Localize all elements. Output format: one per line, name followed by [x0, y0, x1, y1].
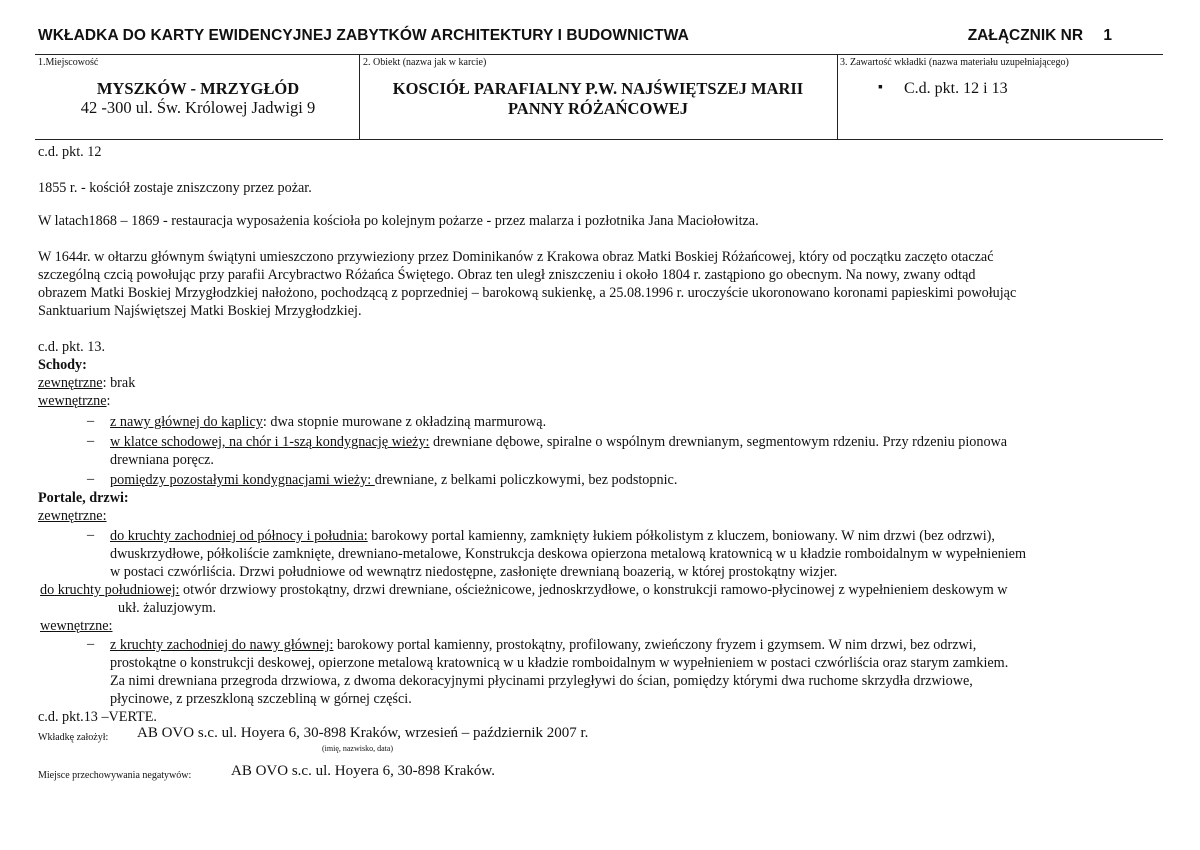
stairs-item-1-text: : dwa stopnie murowane z okładziną marmurową.: [262, 414, 547, 430]
portals-internal-label: wewnętrzne:: [40, 618, 113, 634]
portal-item-1-label: do kruchty zachodniej od północy i południa:: [110, 528, 368, 544]
portal-item-3-label: z kruchty zachodniej do nawy głównej:: [110, 637, 334, 653]
stairs-external-value: : brak: [102, 375, 136, 391]
annex-label: [968, 27, 1112, 45]
stairs-external: [38, 374, 135, 392]
stairs-item-2-line2: drewniana poręcz.: [110, 452, 214, 468]
locality-name: MYSZKÓW - MRZYGŁÓD: [96, 79, 300, 98]
stairs-item-3-text: drewniane, z belkami policzkowymi, bez podstopnic.: [374, 472, 678, 488]
founder-label: Wkładkę założył:: [38, 732, 109, 743]
stairs-internal: [38, 392, 111, 410]
portal-item-3-text: barokowy portal kamienny, prostokątny, profilowany, zwieńczony fryzem i gzymsem. W nim drzwi, bez odrzwi,: [333, 637, 977, 653]
locality-address: 42 -300 ul. Św. Królowej Jadwigi 9: [80, 98, 316, 117]
portal-item-1: [110, 527, 1170, 581]
contents-bullet: ▪: [878, 80, 883, 95]
document-title: WKŁADKA DO KARTY EWIDENCYJNEJ ZABYTKÓW ARCHITEKTURY I BUDOWNICTWA: [38, 27, 689, 44]
portal-south-text: otwór drzwiowy prostokątny, drzwi drewniane, ościeżnicowe, jednoskrzydłowe, o konstrukcji ramowo-płycinowej z wypełnieniem deskowym w: [179, 582, 1008, 598]
portal-item-3-line2: prostokątne o konstrukcji deskowej, opierzone metalową kratownicą w u kładzie romboidalnym w wypełnieniem w postaci czwórliścia oraz starym zamkiem.: [110, 655, 1009, 671]
paragraph-1868: W latach1868 – 1869 - restauracja wyposażenia kościoła po kolejnym pożarze - przez malarza i pozłotnika Jana Maciołowitza.: [38, 213, 759, 229]
portal-south-line2: ukł. żaluzjowym.: [118, 600, 217, 616]
portal-item-1-text: barokowy portal kamienny, zamknięty łukiem półkolistym z kluczem, boniowany. W nim drzwi (bez odrzwi),: [367, 528, 995, 544]
paragraph-1644-line: W 1644r. w ołtarzu głównym świątyni umieszczono przywieziony przez Dominikanów z Krakowa obraz Matki Boskiej Różańcowej, który od początku zaczęto otaczać: [38, 249, 994, 265]
list-dash: –: [87, 636, 95, 652]
stairs-internal-colon: :: [106, 393, 111, 409]
portal-item-1-line3: w postaci czwórliścia. Drzwi południowe od wewnątrz niedostępne, zasłonięte drewnianą boazerią, w której prostokątny wizjer.: [110, 564, 838, 580]
column-divider-1: [359, 55, 360, 139]
contents-label: 3. Zawartość wkładki (nazwa materiału uzupełniającego): [840, 57, 1069, 68]
contents-item: C.d. pkt. 12 i 13: [904, 80, 1008, 97]
stairs-external-label: zewnętrzne: [38, 375, 103, 391]
continuation-12: c.d. pkt. 12: [38, 144, 102, 160]
annex-label-text: ZAŁĄCZNIK NR: [967, 27, 1084, 44]
section-stairs-heading: Schody:: [38, 357, 87, 373]
portal-south: [40, 581, 1160, 617]
stairs-item-2: [110, 433, 1170, 469]
column-divider-2: [837, 55, 838, 139]
header-rule-bottom: [35, 139, 1163, 140]
stairs-item-1: [110, 413, 546, 431]
stairs-item-2-label: w klatce schodowej, na chór i 1-szą kondygnację wieży:: [110, 434, 430, 450]
storage-value: AB OVO s.c. ul. Hoyera 6, 30-898 Kraków.: [231, 763, 495, 779]
object-name-line1: KOSCIÓŁ PARAFIALNY P.W. NAJŚWIĘTSZEJ MARII: [392, 79, 804, 98]
stairs-internal-label: wewnętrzne: [38, 393, 107, 409]
object-name-line2: PANNY RÓŻAŃCOWEJ: [507, 99, 689, 118]
portal-item-1-line2: dwuskrzydłowe, półkoliście zamknięte, drewniano-metalowe, Konstrukcja deskowa opierzona metalową kratownicą w u kładzie romboidalnym w wypełnieniem: [110, 546, 1026, 562]
list-dash: –: [87, 471, 95, 487]
list-dash: –: [87, 413, 95, 429]
paragraph-1855: 1855 r. - kościół zostaje zniszczony przez pożar.: [38, 180, 312, 196]
portal-item-3-line4: płycinowe, z przeszkloną szczebliną w górnej części.: [110, 691, 412, 707]
stairs-item-1-label: z nawy głównej do kaplicy: [110, 414, 263, 430]
header-rule-top: [35, 54, 1163, 55]
stairs-item-2-text: drewniane dębowe, spiralne o wspólnym drewnianym, segmentowym rdzeniu. Przy rdzeniu pionowa: [429, 434, 1008, 450]
portals-external-label: zewnętrzne:: [38, 508, 107, 524]
portal-item-3: [110, 636, 1170, 708]
portal-south-label: do kruchty południowej:: [40, 582, 180, 598]
object-label: 2. Obiekt (nazwa jak w karcie): [363, 57, 487, 68]
continuation-13: c.d. pkt. 13.: [38, 339, 105, 355]
portal-item-3-line3: Za nimi drewniana przegroda drzwiowa, z dwoma dekoracyjnymi płycinami przyległywi do ścian, pomiędzy którymi dwa ruchome skrzydła drzwiowe,: [110, 673, 973, 689]
paragraph-1644-line: szczególną czcią powołując przy parafii Arcybractwo Różańca Świętego. Obraz ten uległ zniszczeniu i około 1804 r. zastąpiono go obecnym. Na nowy, zwany odtąd: [38, 267, 976, 283]
stairs-item-3-label: pomiędzy pozostałymi kondygnacjami wieży:: [110, 472, 375, 488]
founder-value: AB OVO s.c. ul. Hoyera 6, 30-898 Kraków, wrzesień – październik 2007 r.: [137, 725, 589, 741]
locality-label: 1.Miejscowość: [38, 57, 99, 68]
paragraph-1644-line: Sanktuarium Najświętszej Matki Boskiej Mrzygłodzkiej.: [38, 303, 362, 319]
paragraph-1644-line: obrazem Matki Boskiej Mrzygłodzkiej nałożono, pochodzącą z poprzedniej – barokową sukienkę, a 25.08.1996 r. uroczyście ukoronowano koronami papieskimi powołując: [38, 285, 1017, 301]
section-portals-heading: Portale, drzwi:: [38, 490, 129, 506]
storage-label: Miejsce przechowywania negatywów:: [38, 770, 192, 781]
stairs-item-3: [110, 471, 677, 489]
founder-hint: (imię, nazwisko, data): [322, 744, 394, 753]
paragraph-1644: [38, 248, 1168, 320]
continuation-verte: c.d. pkt.13 –VERTE.: [38, 709, 157, 725]
list-dash: –: [87, 527, 95, 543]
annex-number: 1: [1103, 27, 1112, 44]
list-dash: –: [87, 433, 95, 449]
